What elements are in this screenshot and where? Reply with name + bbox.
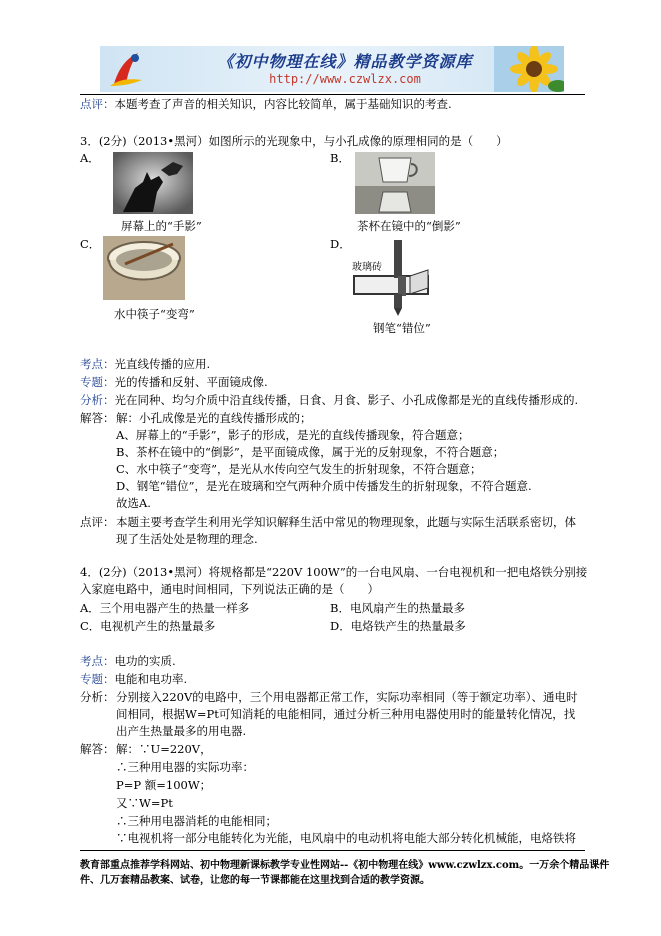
q4-stem-line: 4．(2分)（2013•黑河）将规格都是“220V 100W”的一台电风扇、一台电视机和一把电烙铁分别接 [80,565,588,579]
q3-jieda-line: 故选A. [116,496,151,510]
q3-jieda-line: B、茶杯在镜中的“倒影”，是平面镜成像，属于光的反射现象，不符合题意； [116,445,505,459]
q4-jieda-line: ∴三种用电器消耗的电能相同； [116,814,277,828]
pen-glass-image [350,240,434,316]
q3-option-b-letter: B． [330,151,350,165]
q3-option-d-caption: 钢笔“错位” [373,321,431,335]
q3-glass-brick-label: 玻璃砖 [352,262,382,273]
q4-fenxi-line: 间相同，根据W=Pt可知消耗的电能相同，通过分析三种用电器使用时的能量转化情况，找 [116,707,576,721]
q3-option-b-caption: 茶杯在镜中的“倒影” [357,219,461,233]
q3-jieda-line: C、水中筷子“变弯”，是光从水传向空气发生的折射现象，不符合题意； [116,462,482,476]
q4-jieda-line: 又∵W=Pt [116,796,173,810]
site-logo-icon [108,50,144,88]
q4-jieda-line: ∴三种用电器的实际功率： [116,760,254,774]
footer-rule [80,850,585,851]
q4-kaodian: 考点：电功的实质. [80,654,176,668]
header-banner [100,46,564,92]
q4-jieda-line: ∵电视机将一部分电能转化为光能，电风扇中的电动机将电能大部分转化机械能，电烙铁将 [116,831,576,845]
prev-dianping [80,96,452,112]
q3-dianping-line: 现了生活处处是物理的理念. [116,532,258,546]
q3-kaodian: 考点：光直线传播的应用. [80,357,211,371]
prev-dianping-label: 点评： [80,97,115,111]
q3-option-c-caption: 水中筷子“变弯” [114,307,195,321]
footer-line: 教育部重点推荐学科网站、初中物理新课标教学专业性网站--《初中物理在线》www.czwlzx.com。一万余个精品课件 [80,860,610,871]
q3-option-a-letter: A． [80,151,100,165]
q4-fenxi-label: 分析： [80,690,115,704]
banner-title: 《初中物理在线》精品教学资源库 [217,52,473,71]
q4-jieda-line: 解：∵U=220V， [116,742,212,756]
q4-option-a: A．三个用电器产生的热量一样多 [80,601,250,615]
banner-url[interactable]: http://www.czwlzx.com [269,72,421,86]
q3-jieda-line: D、钢笔“错位”，是光在玻璃和空气两种介质中传播发生的折射现象，不符合题意. [116,479,532,493]
q4-option-d: D．电烙铁产生的热量最多 [330,619,466,633]
q3-dianping-label: 点评： [80,515,115,529]
q3-jieda-line: A、屏幕上的“手影”，影子的形成，是光的直线传播现象，符合题意； [116,428,470,442]
q4-fenxi-line: 分别接入220V的电路中，三个用电器都正常工作，实际功率相同（等于额定功率）、通电时 [116,690,578,704]
q3-option-a-caption: 屏幕上的“手影” [121,219,202,233]
q4-fenxi-line: 出产生热量最多的用电器. [116,724,247,738]
q3-stem: 3．(2分)（2013•黑河）如图所示的光现象中，与小孔成像的原理相同的是（ ） [80,134,508,148]
q4-option-b: B．电风扇产生的热量最多 [330,601,465,615]
q4-jieda-label: 解答： [80,742,115,756]
q3-dianping-line: 本题主要考查学生利用光学知识解释生活中常见的物理现象，此题与实际生活联系密切，体 [116,515,576,529]
hand-shadow-image [113,152,193,214]
q4-zhuanti: 专题：电能和电功率. [80,672,188,686]
q4-jieda-line: P=P 额=100W； [116,778,212,792]
header-rule [80,94,585,95]
q3-option-d-letter: D． [330,237,351,251]
sunflower-icon [494,46,564,92]
q3-fenxi: 分析：光在同种、均匀介质中沿直线传播，日食、月食、影子、小孔成像都是光的直线传播形成的. [80,393,579,407]
chopsticks-bowl-image [103,236,185,300]
q3-jieda-label: 解答： [80,411,115,425]
teacup-mirror-image [355,152,435,214]
q3-zhuanti: 专题：光的传播和反射、平面镜成像. [80,375,268,389]
q3-jieda-line: 解：小孔成像是光的直线传播形成的； [116,411,312,425]
footer-line: 件、几万套精品教案、试卷，让您的每一节课都能在这里找到合适的教学资源。 [80,875,430,886]
q4-stem-line: 入家庭电路中，通电时间相同，下列说法正确的是（ ） [80,582,379,596]
q4-option-c: C．电视机产生的热量最多 [80,619,216,633]
q3-option-c-letter: C． [80,237,101,251]
prev-dianping-text: 本题考查了声音的相关知识，内容比较简单，属于基础知识的考查. [114,97,452,111]
